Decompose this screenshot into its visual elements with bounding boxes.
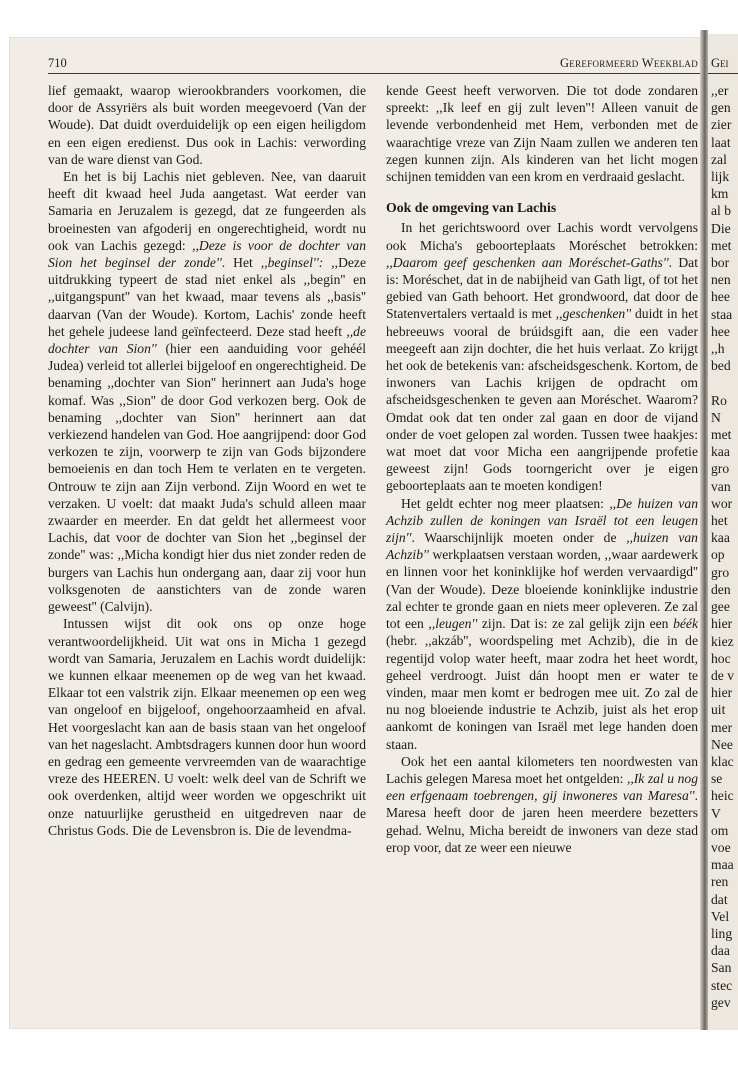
next-page-fragment: mer	[711, 719, 733, 735]
italic-quote: béék	[673, 616, 698, 632]
text-run: . Dat is: Moréschet, dat in de nabijheid van Gath ligt, of tot het gebied van Gath behoort. Het grondwoord, dat door de Statenvertalers vertaald is met	[386, 254, 698, 322]
next-page-fragment: kiez	[711, 633, 734, 649]
text-run: duidt in het hebreeuws vooral de brúidsgift aan, die een vader meegeeft aan zijn dochter, die het huis verlaat. Zo krijgt het ook de betekenis van: afscheidsgeschenk. Kortom, de inwoners van Lachis krijgen de opdracht om afscheidsgeschenken te geven aan Moréschet. Waarom? Omdat ook dat ten onder zal gaan en door de vijand onder de voet gelopen zal worden. Tussen twee haakjes: wat moet dat voor Micha een aangrijpende profetie geweest zijn! Gods toorngericht over je eigen geboorteplaats aan te moeten kondigen!	[386, 306, 699, 494]
next-page-fragment: met	[711, 237, 732, 253]
text-run: En het is bij Lachis niet gebleven. Nee, van daaruit heeft dit kwaad heel Juda aangetast. Wat eerder van Samaria en Jeruzalem is gezegd, dat ze fungeerden als broeinesten van afgoderij en ongerechtigheid, wordt nu ook van Lachis gezegd:	[48, 169, 366, 253]
next-page-fragment: heic	[711, 788, 734, 804]
paragraph	[48, 615, 366, 839]
next-page-fragment: wor	[711, 495, 733, 511]
text-run: (hier een aanduiding voor gehéél Judea) verleid tot allerlei bijgeloof en ongerechtigheid. De benaming ,,dochter van Sion'' herinnert aan Juda's hoge komaf. Was ,,Sion'' de door God verkozen berg. Ook de benaming ,,dochter van Sion'' herinnert aan dat verkiezend handelen van God. Hoe aangrijpend: door God verkozen te zijn, voorwerp te zijn van Gods bijzondere bemoeienis en dan toch Hem te verlaten en te vergeten. Ontrouw te zijn aan Zijn verbond. Zijn Woord en wet te verzaken. U voelt: dat maakt Juda's schuld alleen maar zwaarder en meerder. En dat geldt het allermeest voor Lachis, dat voor de dochter van Sion het ,,beginsel der zonde'' was: ,,Micha kondigt hier dus niet zonder reden de burgers van Lachis hun ondergang aan, daar zij voor hun volksgenoten de aanstichters van de zonde waren geweest'' (Calvijn).	[48, 341, 366, 615]
text-run: (hebr. ,,akzáb'', woordspeling met Achzib), die in de regentijd volop water heeft, maar zodra het heet wordt, geheel verdroogt. Juist dán hoopt men er water te vinden, maar men komt er bedrogen mee uit. Zo zal de nu nog bloeiende industrie te Achzib, juist als het erop aankomt de koningen van Israël met lege handen doen staan.	[386, 633, 698, 752]
next-page-fragment: laat	[711, 134, 731, 150]
italic-quote: ,,leugen''	[428, 616, 478, 632]
next-page-fragment: hier	[711, 616, 733, 632]
next-page-fragment: zal	[711, 151, 727, 167]
next-page-fragment: km	[711, 186, 729, 202]
next-page-fragment: gen	[711, 100, 731, 116]
next-page-fragment: Vel	[711, 908, 730, 924]
paragraph	[386, 219, 698, 494]
next-page-fragment: N	[711, 409, 721, 425]
text-run: Het geldt echter nog meer plaatsen:	[401, 495, 610, 511]
next-page-running-head: Gei	[711, 56, 729, 70]
next-page-fragment: het	[711, 513, 728, 529]
next-page-fragment: stec	[711, 977, 733, 993]
paragraph	[48, 168, 366, 615]
next-page-fragment: hee	[711, 323, 730, 339]
next-page-fragment: gev	[711, 994, 731, 1010]
next-page-fragment: hee	[711, 289, 730, 305]
next-page-fragment: ren	[711, 874, 729, 890]
text-run: zijn. Dat is: ze zal gelijk zijn een	[477, 616, 674, 632]
next-page-fragment: V	[711, 805, 721, 821]
next-page-fragment: bor	[711, 255, 730, 271]
text-run: Intussen wijst dit ook ons op onze hoge verantwoordelijkheid. Uit wat ons in Micha 1 gezegd wordt van Samaria, Jeruzalem en Lachis wordt duidelijk: we kunnen elkaar meenemen op de weg van het kwaad. Elkaar tot een valstrik zijn. Elkaar meenemen op een weg van ongeloof en bijgeloof, ongehoorzaamheid en afval. Het voorgeslacht kan aan de basis staan van het ongeloof van het nageslacht. Ambtsdragers kunnen door hun woord en gedrag een gemeente vervreemden van de waarachtige vreze des HEEREN. U voelt: welk deel van de Schrift we ook overdenken, altijd weer worden we opgeschrikt uit onze natuurlijke gerustheid en uitgedreven naar de Christus Gods. Die de Levensbron is. Die de levendma-	[48, 616, 366, 838]
next-page-fragment: ,,er	[711, 83, 729, 98]
italic-quote: ,,Ik zal u nog een erfgenaam toebrengen, gij inwoneres van Maresa''	[386, 770, 698, 804]
next-page-text-fragments	[711, 82, 734, 1011]
paragraph	[48, 82, 366, 168]
text-run: werkplaatsen verstaan worden, ,,waar aardewerk en linnen voor het koninklijke hof werden vervaardigd'' (Van der Woude). Deze bloeiende koninklijke industrie zal echter te gronde gaan en niets meer opleveren. Ze zal tot een	[386, 547, 698, 632]
paragraph	[386, 753, 698, 856]
next-page-fragment: dat	[711, 891, 728, 907]
next-page-fragment: met	[711, 427, 732, 443]
paragraph	[386, 82, 698, 185]
next-page-fragment: van	[711, 478, 731, 494]
next-page-fragment: al b	[711, 203, 732, 219]
next-page-fragment: gee	[711, 599, 730, 615]
text-run: lief gemaakt, waarop wierookbranders voorkomen, die door de Assyriërs als buit worden meegevoerd (Van der Woude). Dat duidt overduidelijk op een eigen heiligdom en een eigen eredienst. Dus ook in Lachis: verwording van de ware dienst van God.	[48, 83, 366, 167]
next-page-fragment: ling	[711, 925, 733, 941]
next-page-fragment	[711, 374, 734, 391]
text-run: . Het	[221, 255, 261, 271]
left-column	[48, 82, 366, 839]
page-header	[48, 56, 700, 74]
next-page-fragment: San	[711, 960, 732, 976]
next-page-fragment: om	[711, 822, 729, 838]
next-page-fragment: lijk	[711, 169, 730, 185]
next-page-edge	[708, 34, 738, 1030]
next-page-fragment: de v	[711, 667, 735, 683]
right-column	[386, 82, 698, 856]
next-page-fragment: uit	[711, 702, 726, 718]
next-page-fragment: staa	[711, 306, 733, 322]
page-gutter	[700, 30, 708, 1030]
next-page-fragment: klac	[711, 753, 734, 769]
text-run: . Maresa heeft door de jaren heen meerdere bezetters gehad. Welnu, Micha bereidt de inwoners van deze stad erop voor, dat ze weer een nieuwe	[386, 788, 698, 855]
text-run: . Waarschijnlijk moeten onder de	[411, 530, 627, 546]
next-page-fragment: maa	[711, 857, 734, 873]
next-page-fragment: gro	[711, 564, 730, 580]
next-page-fragment: Ro	[711, 392, 727, 408]
italic-quote: ,,huizen van Achzib''	[386, 530, 698, 563]
italic-quote: ,,De huizen van Achzib zullen de koningen van Israël tot een leugen zijn''	[386, 495, 698, 546]
next-page-fragment: ,,h	[711, 341, 725, 357]
next-page-fragment: den	[711, 581, 731, 597]
italic-quote: ,,de dochter van Sion''	[48, 323, 366, 357]
next-page-fragment: se	[711, 771, 723, 787]
text-run: kende Geest heeft verworven. Die tot dode zondaren spreekt: ,,Ik leef en gij zult leven''! Alleen vanuit de levende verbondenheid met Hem, verbonden met de waarachtige vreze van Zijn Naam zullen we anderen ten zegen kunnen zijn. Als kinderen van het licht mogen schijnen temidden van een krom en verdraaid geslacht.	[386, 83, 698, 185]
next-page-fragment: hier	[711, 685, 733, 701]
header-rule	[48, 73, 700, 74]
next-page-fragment: Die	[711, 220, 731, 236]
page-number: 710	[48, 56, 67, 70]
text-run: Ook het een aantal kilometers ten noordwesten van Lachis gelegen Maresa moet het ontgelden:	[386, 753, 698, 786]
next-page-fragment: nen	[711, 272, 731, 288]
next-page-header-rule	[708, 73, 738, 74]
next-page-fragment: Nee	[711, 736, 733, 752]
italic-quote: ,,Daarom geef geschenken aan Moréschet-Gaths''	[386, 254, 669, 270]
section-heading: Ook de omgeving van Lachis	[386, 200, 557, 216]
italic-quote: ,,beginsel'':	[260, 255, 324, 271]
next-page-fragment: op	[711, 547, 725, 563]
next-page-fragment: kaa	[711, 444, 730, 460]
text-run: In het gerichtswoord over Lachis wordt vervolgens ook Micha's geboorteplaats Moréschet betrokken:	[386, 220, 698, 253]
running-head: Gereformeerd Weekblad	[559, 56, 698, 70]
text-run: ,,Deze uitdrukking typeert de stad niet enkel als ,,begin'' en ,,uitgangspunt'' van het kwaad, maar tevens als ,,basis'' daarvan (Van der Woude). Kortom, Lachis' zonde heeft het gehele judeese land geïnfecteerd. Deze stad heeft	[48, 255, 366, 339]
next-page-fragment: kaa	[711, 530, 730, 546]
italic-quote: ,,Deze is voor de dochter van Sion het beginsel der zonde''	[48, 237, 366, 271]
next-page-fragment: voe	[711, 839, 731, 855]
italic-quote: ,,geschenken''	[555, 306, 632, 322]
next-page-fragment: daa	[711, 943, 730, 959]
next-page-fragment: bed	[711, 358, 731, 374]
paragraph	[386, 495, 698, 753]
next-page-fragment: hoc	[711, 650, 731, 666]
next-page-fragment: zier	[711, 117, 732, 133]
next-page-fragment: gro	[711, 461, 730, 477]
